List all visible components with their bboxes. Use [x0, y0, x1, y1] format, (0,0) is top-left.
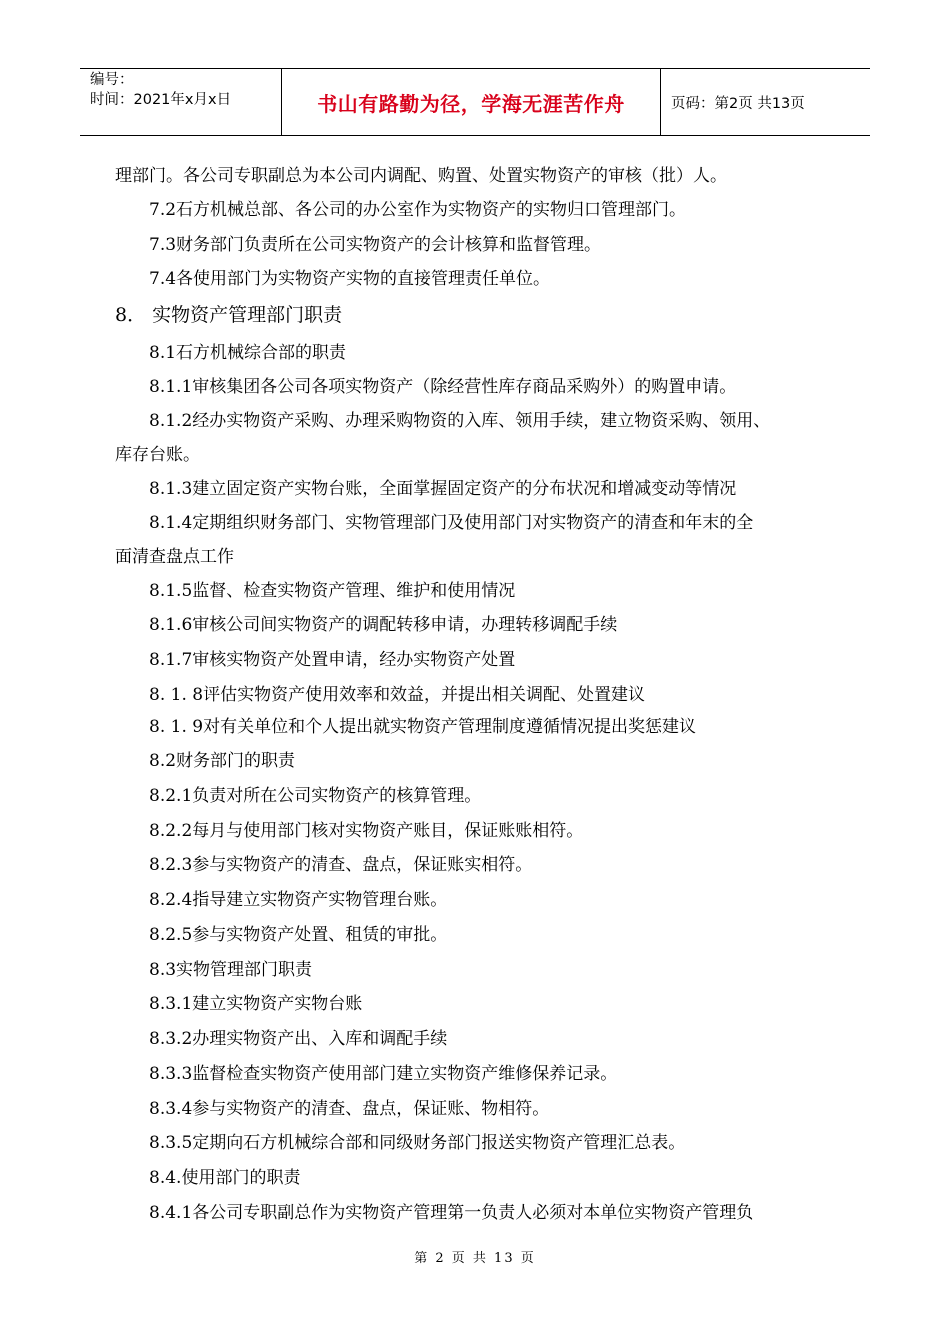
paragraph-line: 8.4.1各公司专职副总作为实物资产管理第一负责人必须对本单位实物资产管理负 — [149, 1203, 754, 1223]
paragraph-line: 8.2.4指导建立实物资产实物管理台账。 — [149, 890, 448, 910]
paragraph-line: 8.3.5定期向石方机械综合部和同级财务部门报送实物资产管理汇总表。 — [149, 1133, 686, 1153]
header-meta — [80, 69, 281, 135]
paragraph-line: 8.2.3参与实物资产的清查、盘点，保证账实相符。 — [149, 855, 533, 875]
paragraph-line: 8.1.2经办实物资产采购、办理采购物资的入库、领用手续，建立物资采购、领用、 — [149, 411, 771, 431]
paragraph-line: 8.3.2办理实物资产出、入库和调配手续 — [149, 1029, 448, 1049]
paragraph-line: 8.1.5监督、检查实物资产管理、维护和使用情况 — [149, 581, 516, 601]
paragraph-line: 8.1.1审核集团各公司各项实物资产（除经营性库存商品采购外）的购置申请。 — [149, 377, 737, 397]
page-footer: 第 2 页 共 13 页 — [414, 1251, 536, 1266]
paragraph-line: 7.2石方机械总部、各公司的办公室作为实物资产的实物归口管理部门。 — [149, 200, 687, 220]
paragraph-line: 8.3实物管理部门职责 — [149, 960, 313, 980]
paragraph-line: 面清查盘点工作 — [115, 547, 234, 567]
header-page-info: 页码：第2页 共13页 — [671, 95, 805, 112]
paragraph-line: 8.2财务部门的职责 — [149, 751, 296, 771]
paragraph-line: 8.1.7审核实物资产处置申请，经办实物资产处置 — [149, 650, 516, 670]
paragraph-line: 7.3财务部门负责所在公司实物资产的会计核算和监督管理。 — [149, 235, 602, 255]
paragraph-line: 8.3.3监督检查实物资产使用部门建立实物资产维修保养记录。 — [149, 1064, 618, 1084]
document-header — [80, 68, 870, 136]
paragraph-line: 8. 1. 9对有关单位和个人提出就实物资产管理制度遵循情况提出奖惩建议 — [149, 717, 697, 737]
paragraph-line: 8.1.4定期组织财务部门、实物管理部门及使用部门对实物资产的清查和年末的全 — [149, 513, 754, 533]
paragraph-line: 8.1石方机械综合部的职责 — [149, 343, 347, 363]
paragraph-line: 7.4各使用部门为实物资产实物的直接管理责任单位。 — [149, 269, 551, 289]
paragraph-line: 8.2.1负责对所在公司实物资产的核算管理。 — [149, 786, 482, 806]
paragraph-line: 理部门。各公司专职副总为本公司内调配、购置、处置实物资产的审核（批）人。 — [115, 166, 727, 186]
paragraph-line: 8.3.4参与实物资产的清查、盘点，保证账、物相符。 — [149, 1099, 550, 1119]
paragraph-line: 8. 1. 8评估实物资产使用效率和效益，并提出相关调配、处置建议 — [149, 685, 646, 705]
time-label: 时间：2021年x月x日 — [90, 92, 232, 108]
paragraph-line: 8.1.3建立固定资产实物台账，全面掌握固定资产的分布状况和增减变动等情况 — [149, 479, 737, 499]
paragraph-line: 8.3.1建立实物资产实物台账 — [149, 994, 363, 1014]
section-heading: 8． 实物资产管理部门职责 — [115, 304, 343, 326]
header-motto: 书山有路勤为径，学海无涯苦作舟 — [281, 69, 661, 135]
paragraph-line: 8.4.使用部门的职责 — [149, 1168, 301, 1188]
paragraph-line: 库存台账。 — [115, 445, 200, 465]
paragraph-line: 8.2.2每月与使用部门核对实物资产账目，保证账账相符。 — [149, 821, 584, 841]
paragraph-line: 8.2.5参与实物资产处置、租赁的审批。 — [149, 925, 448, 945]
paragraph-line: 8.1.6审核公司间实物资产的调配转移申请，办理转移调配手续 — [149, 615, 618, 635]
code-label: 编号： — [90, 72, 134, 88]
